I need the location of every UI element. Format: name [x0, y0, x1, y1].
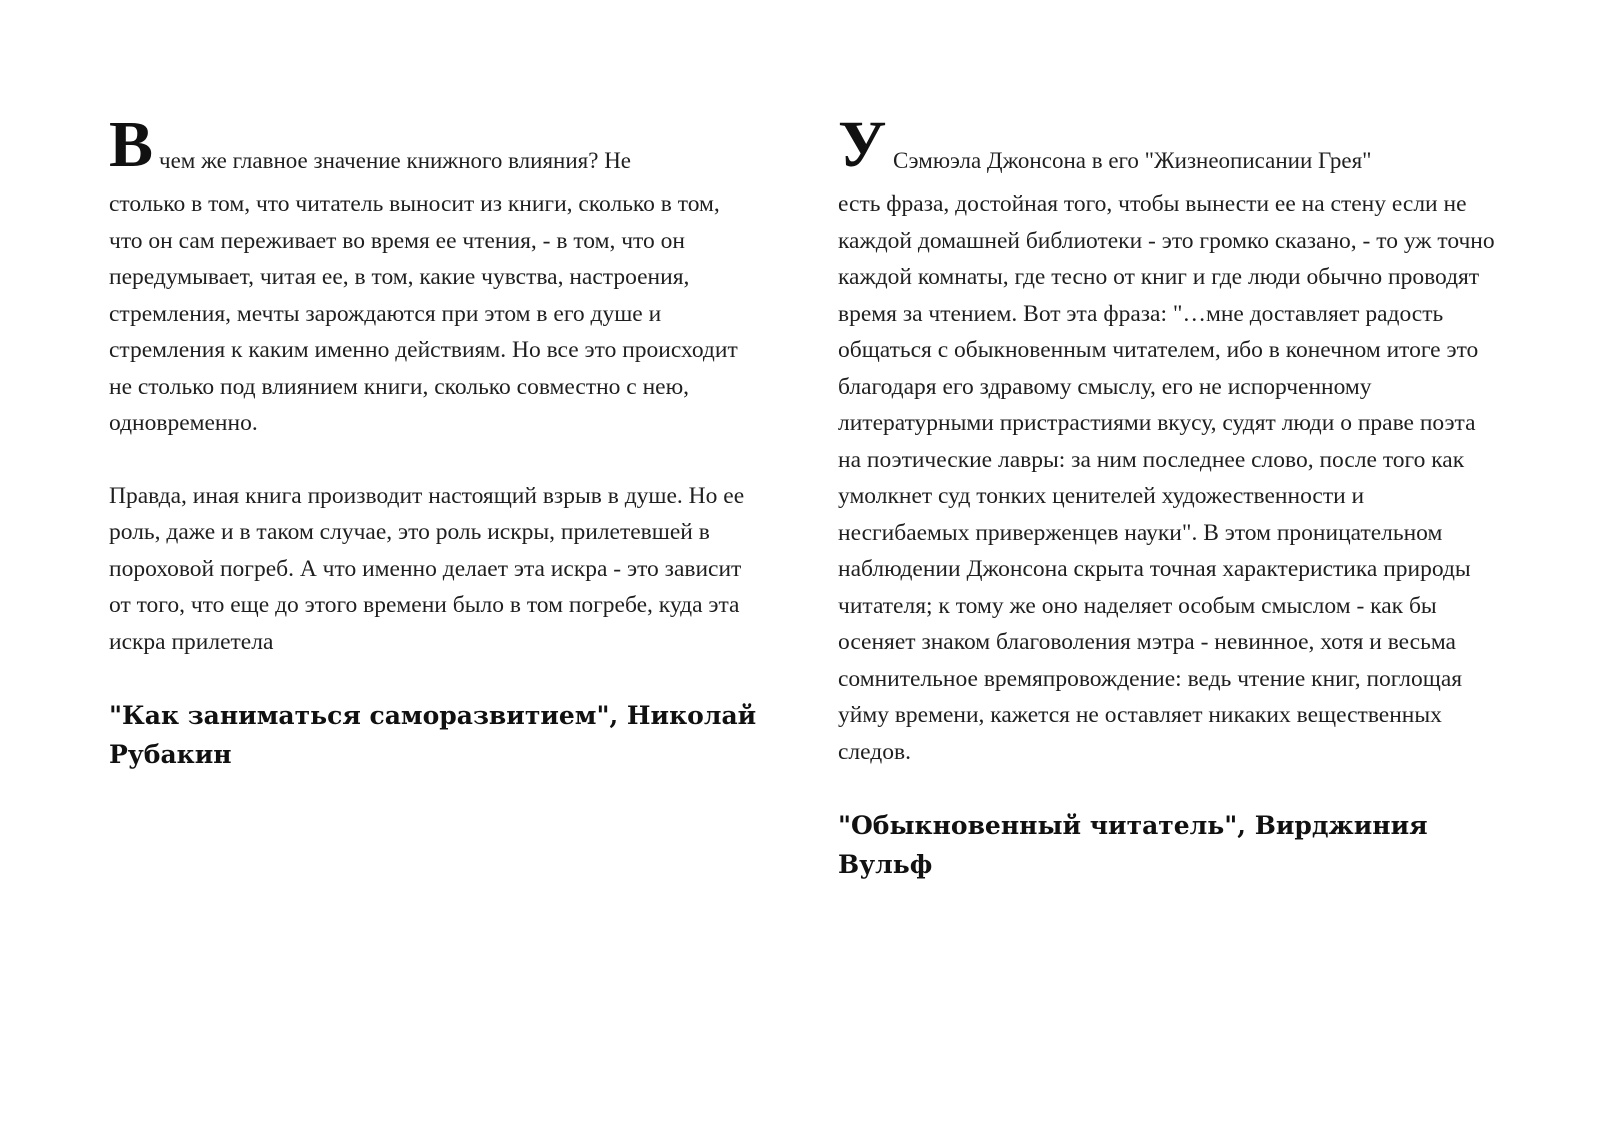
- left-first-line: чем же главное значение книжного влияния? Не: [159, 148, 632, 173]
- left-lead-line: [109, 108, 759, 181]
- left-paragraph-2: Правда, иная книга производит настоящий взрыв в душе. Но ее роль, даже и в таком случае, это роль искры, прилетевшей в пороховой погреб. А что именно делает эта искра - это зависит от того, что еще до этого времени было в том погребе, куда эта искра прилетела: [109, 482, 745, 655]
- right-lead-line: [838, 108, 1498, 181]
- left-attribution: "Как заниматься саморазвитием", Николай Рубакин: [109, 701, 757, 769]
- right-drop-cap: У: [838, 108, 887, 181]
- right-first-line: Сэмюэла Джонсона в его "Жизнеописании Грея": [893, 148, 1372, 173]
- left-quote-column: [109, 108, 759, 774]
- left-drop-cap: В: [109, 108, 154, 181]
- right-paragraph-1: есть фраза, достойная того, чтобы вынести ее на стену если не каждой домашней библиотеки - это громко сказано, - то уж точно каждой комнаты, где тесно от книг и где люди обычно проводят время за чтением. Вот эта фраза: "…мне доставляет радость общаться с обыкновенным читателем, ибо в конечном итоге это благодаря его здравому смыслу, его не испорченному литературными пристрастиями вкусу, судят люди о праве поэта на поэтические лавры: за ним последнее слово, после того как умолкнет суд тонких ценителей художественности и несгибаемых приверженцев науки". В этом проницательном наблюдении Джонсона скрыта точная характеристика природы читателя; к тому же оно наделяет особым смыслом - как бы осеняет знаком благоволения мэтра - невинное, хотя и весьма сомнительное времяпровождение: ведь чтение книг, поглощая уйму времени, кажется не оставляет никаких вещественных следов.: [838, 191, 1495, 765]
- left-paragraph-1: столько в том, что читатель выносит из книги, сколько в том, что он сам переживает во время ее чтения, - в том, что он передумывает, читая ее, в том, какие чувства, настроения, стремления, мечты зарождаются при этом в его душе и стремления к каким именно действиям. Но все это происходит не столько под влиянием книги, сколько совместно с нею, одновременно.: [109, 191, 738, 436]
- right-attribution: "Обыкновенный читатель", Вирджиния Вульф: [838, 811, 1428, 879]
- right-quote-column: [838, 108, 1498, 884]
